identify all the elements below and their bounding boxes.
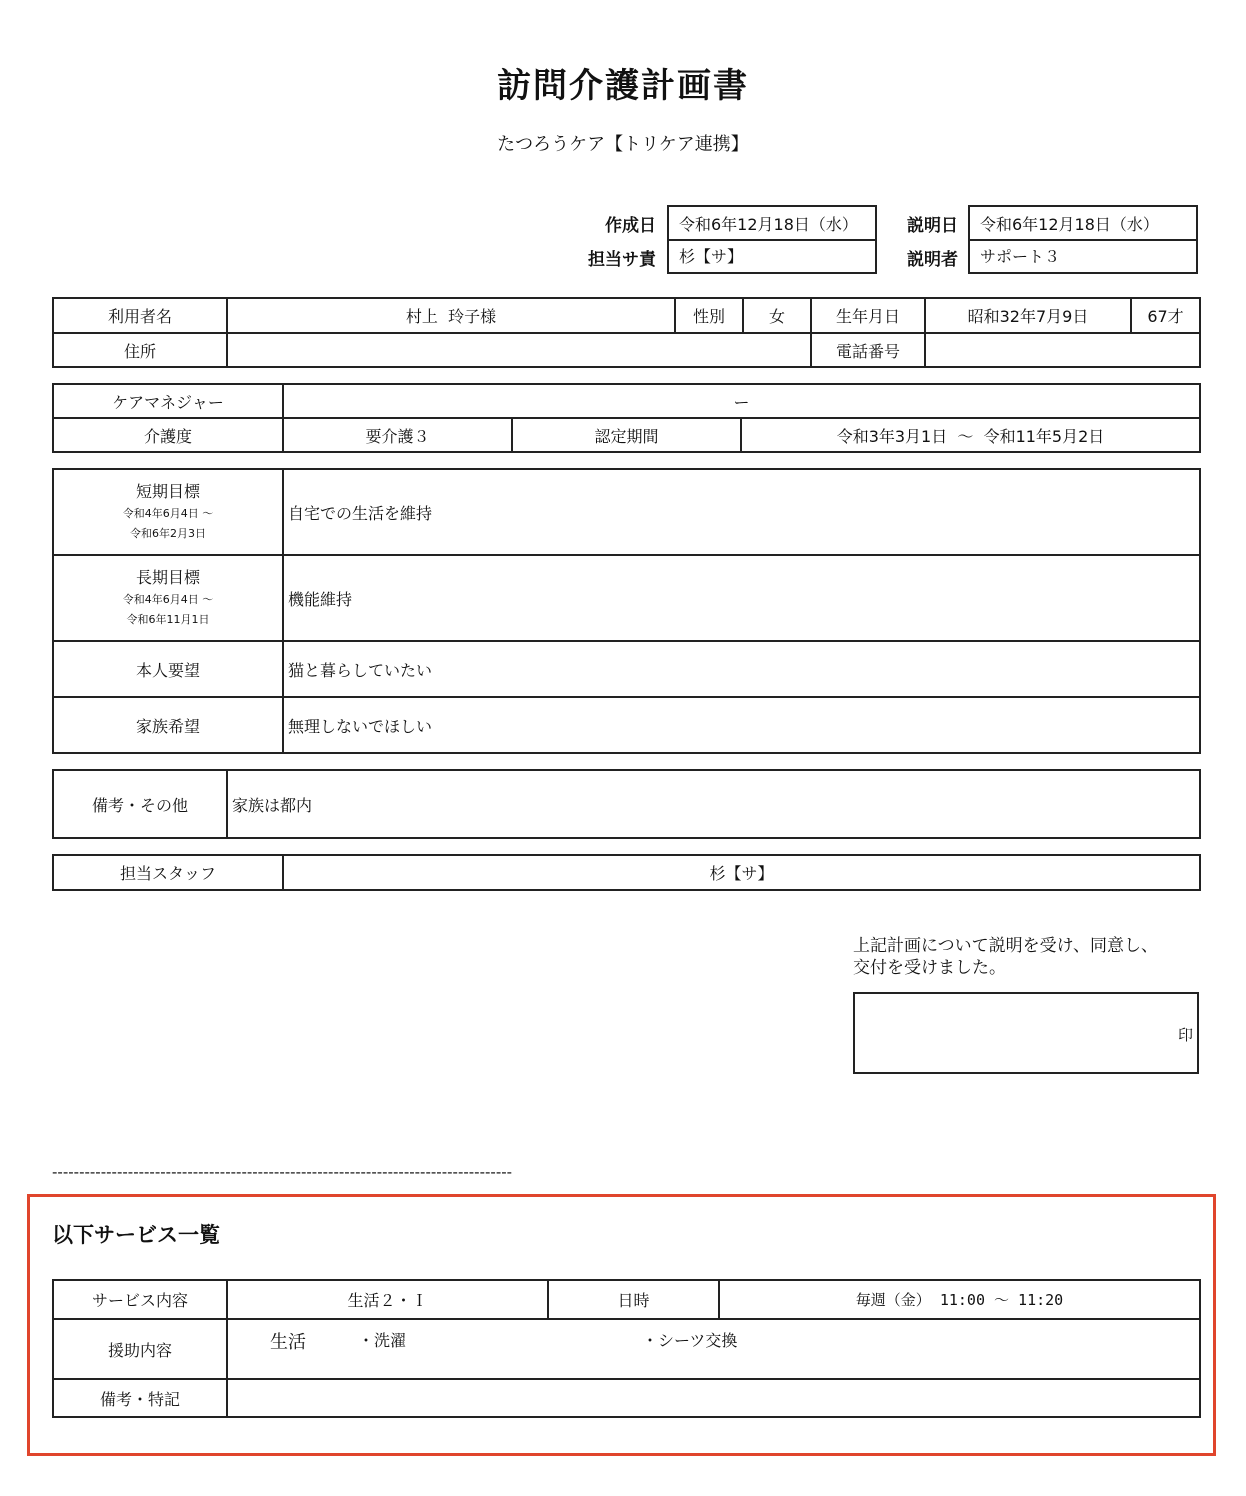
long-term-goal-label: 長期目標: [135, 568, 200, 587]
service-content-value: 生活２・Ｉ: [227, 1280, 548, 1319]
consent-line-2: 交付を受けました。: [853, 958, 1006, 978]
client-table: [52, 297, 1201, 368]
service-manager-label: 担当サ責: [588, 250, 656, 270]
service-datetime-label: 日時: [548, 1280, 719, 1319]
assist-item-sheets: ・シーツ交換: [642, 1331, 738, 1350]
services-table: [52, 1279, 1201, 1418]
gender-value: 女: [743, 298, 811, 333]
gender-label: 性別: [675, 298, 743, 333]
care-manager-label: ケアマネジャー: [53, 384, 283, 418]
personal-request-value: 猫と暮らしていたい: [283, 641, 1200, 697]
short-term-goal-to: 令和6年2月3日: [130, 527, 206, 540]
long-term-goal-cell: [53, 555, 283, 641]
office-name: たつろうケア【トリケア連携】: [497, 134, 749, 155]
document-title: 訪問介護計画書: [497, 66, 749, 106]
explainer-label: 説明者: [907, 250, 958, 270]
created-date-label: 作成日: [605, 216, 656, 236]
client-name-label: 利用者名: [53, 298, 227, 333]
services-section-title: 以下サービス一覧: [52, 1223, 220, 1247]
service-content-label: サービス内容: [53, 1280, 227, 1319]
long-term-goal-value: 機能維持: [283, 555, 1200, 641]
explained-date-label: 説明日: [907, 216, 958, 236]
consent-text: [853, 935, 1203, 979]
personal-request-label: 本人要望: [53, 641, 283, 697]
page-separator: -------------------------------------------------------------------------------------: [52, 1163, 513, 1181]
remarks-label: 備考・その他: [53, 770, 227, 838]
address-value: [227, 333, 811, 367]
phone-label: 電話番号: [811, 333, 925, 367]
signature-box[interactable]: [853, 992, 1199, 1074]
phone-value: [925, 333, 1200, 367]
certification-period-label: 認定期間: [512, 418, 741, 452]
assigned-staff-label: 担当スタッフ: [53, 855, 283, 890]
consent-line-1: 上記計画について説明を受け、同意し、: [853, 936, 1158, 956]
short-term-goal-from: 令和4年6月4日 〜: [122, 507, 214, 520]
address-label: 住所: [53, 333, 227, 367]
created-date-value: 令和6年12月18日（水）: [667, 205, 877, 241]
assist-content-cell: [227, 1319, 1200, 1379]
service-notes-value: [227, 1379, 1200, 1417]
assist-category: 生活: [270, 1332, 306, 1353]
client-name-value: 村上 玲子様: [227, 298, 675, 333]
certification-period-value: 令和3年3月1日 〜 令和11年5月2日: [741, 418, 1200, 452]
family-request-label: 家族希望: [53, 697, 283, 753]
birth-date-label: 生年月日: [811, 298, 925, 333]
remarks-table: [52, 769, 1201, 839]
service-manager-value: 杉【サ】: [667, 239, 877, 274]
assigned-staff-value: 杉【サ】: [283, 855, 1200, 890]
assist-content-label: 援助内容: [53, 1319, 227, 1379]
seal-mark: 印: [1177, 1026, 1193, 1044]
short-term-goal-cell: [53, 469, 283, 555]
short-term-goal-value: 自宅での生活を維持: [283, 469, 1200, 555]
remarks-value: 家族は都内: [227, 770, 1200, 838]
assist-item-laundry: ・洗濯: [358, 1331, 407, 1350]
long-term-goal-from: 令和4年6月4日 〜: [122, 593, 214, 606]
family-request-value: 無理しないでほしい: [283, 697, 1200, 753]
explainer-value: サポート３: [968, 239, 1198, 274]
age-value: 67才: [1131, 298, 1200, 333]
service-datetime-value: 毎週（金） 11:00 〜 11:20: [719, 1280, 1200, 1319]
staff-table: [52, 854, 1201, 891]
care-level-value: 要介護３: [283, 418, 512, 452]
care-level-label: 介護度: [53, 418, 283, 452]
birth-date-value: 昭和32年7月9日: [925, 298, 1131, 333]
short-term-goal-label: 短期目標: [135, 482, 200, 501]
long-term-goal-to: 令和6年11月1日: [126, 613, 210, 626]
care-manager-value: ー: [283, 384, 1200, 418]
care-table: [52, 383, 1201, 453]
service-notes-label: 備考・特記: [53, 1379, 227, 1417]
explained-date-value: 令和6年12月18日（水）: [968, 205, 1198, 241]
goals-table: [52, 468, 1201, 754]
